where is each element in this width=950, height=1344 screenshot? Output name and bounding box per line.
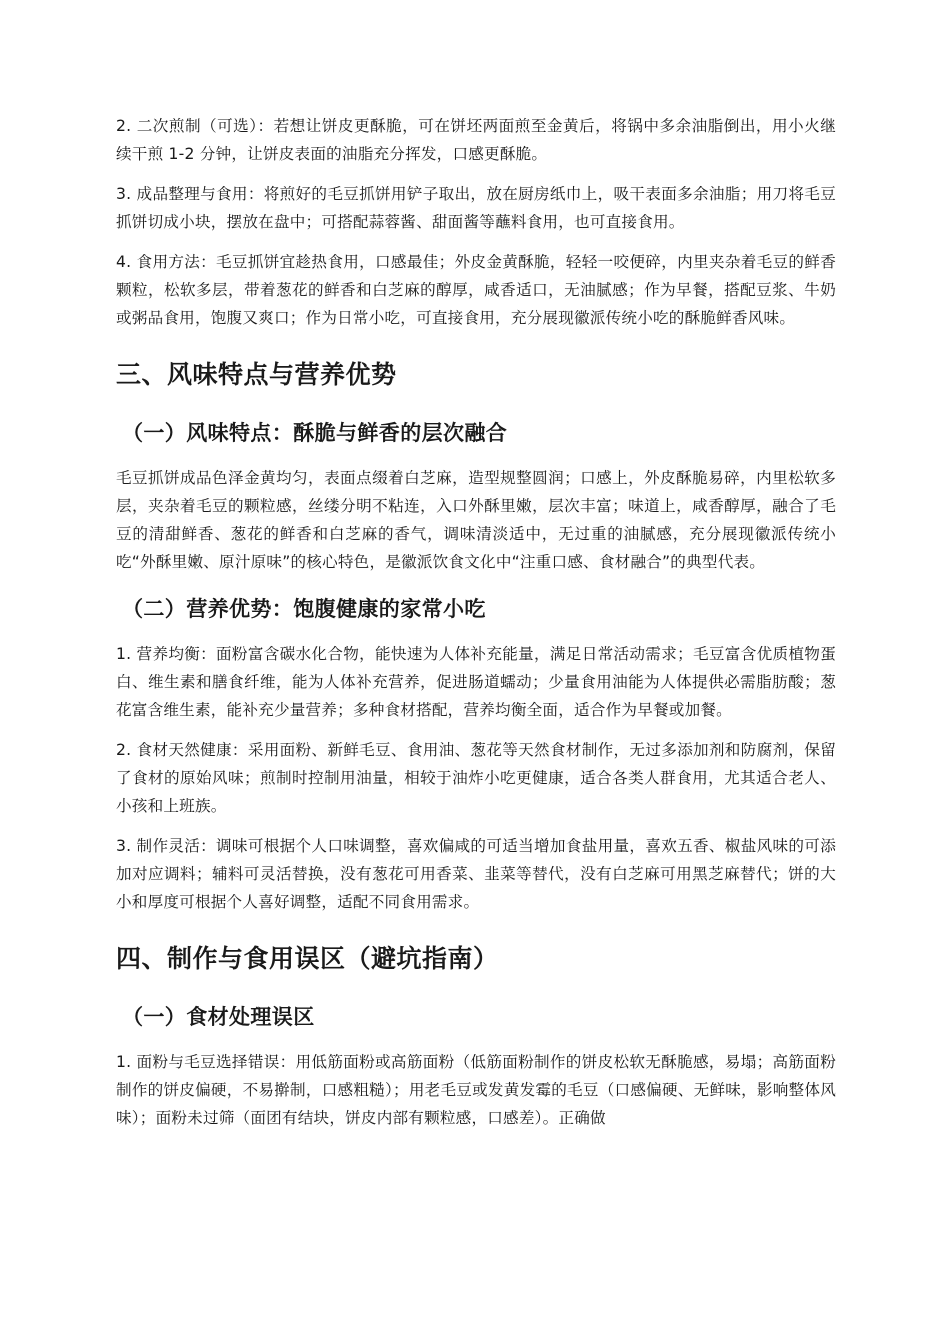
subsection-flavor-heading: （一）风味特点：酥脆与鲜香的层次融合 xyxy=(122,421,508,445)
step-4-paragraph: 4. 食用方法：毛豆抓饼宜趁热食用，口感最佳；外皮金黄酥脆，轻轻一咬便碎，内里夹杂着毛豆的鲜香颗粒，松软多层，带着葱花的鲜香和白芝麻的醇厚，咸香适口，无油腻感；作为早餐，搭配豆浆、牛奶或粥品食用，饱腹又爽口；作为日常小吃，可直接食用，充分展现徽派传统小吃的酥脆鲜香风味。 xyxy=(116,253,836,327)
step-3-paragraph: 3. 成品整理与食用：将煎好的毛豆抓饼用铲子取出，放在厨房纸巾上，吸干表面多余油脂；用刀将毛豆抓饼切成小块，摆放在盘中；可搭配蒜蓉酱、甜面酱等蘸料食用，也可直接食用。 xyxy=(116,185,836,231)
subsection-ingredient-mistakes-heading: （一）食材处理误区 xyxy=(122,1005,315,1029)
section-4-heading: 四、制作与食用误区（避坑指南） xyxy=(116,944,499,973)
ingredient-mistakes-paragraph: 1. 面粉与毛豆选择错误：用低筋面粉或高筋面粉（低筋面粉制作的饼皮松软无酥脆感，易塌；高筋面粉制作的饼皮偏硬，不易擀制，口感粗糙）；用老毛豆或发黄发霉的毛豆（口感偏硬、无鲜味，影响整体风味）；面粉未过筛（面团有结块，饼皮内部有颗粒感，口感差）。正确做 xyxy=(116,1053,836,1127)
nutrition-balance-paragraph: 1. 营养均衡：面粉富含碳水化合物，能快速为人体补充能量，满足日常活动需求；毛豆富含优质植物蛋白、维生素和膳食纤维，能为人体补充营养，促进肠道蠕动；少量食用油能为人体提供必需脂肪酸；葱花富含维生素，能补充少量营养；多种食材搭配，营养均衡全面，适合作为早餐或加餐。 xyxy=(116,645,836,719)
flexible-preparation-paragraph: 3. 制作灵活：调味可根据个人口味调整，喜欢偏咸的可适当增加食盐用量，喜欢五香、椒盐风味的可添加对应调料；辅料可灵活替换，没有葱花可用香菜、韭菜等替代，没有白芝麻可用黑芝麻替代；饼的大小和厚度可根据个人喜好调整，适配不同食用需求。 xyxy=(116,837,836,911)
document-body xyxy=(116,112,836,1144)
section-3-heading: 三、风味特点与营养优势 xyxy=(116,360,397,389)
subsection-nutrition-heading: （二）营养优势：饱腹健康的家常小吃 xyxy=(122,597,486,621)
step-2-paragraph: 2. 二次煎制（可选）：若想让饼皮更酥脆，可在饼坯两面煎至金黄后，将锅中多余油脂倒出，用小火继续干煎 1-2 分钟，让饼皮表面的油脂充分挥发，口感更酥脆。 xyxy=(116,117,836,163)
natural-ingredients-paragraph: 2. 食材天然健康：采用面粉、新鲜毛豆、食用油、葱花等天然食材制作，无过多添加剂和防腐剂，保留了食材的原始风味；煎制时控制用油量，相较于油炸小吃更健康，适合各类人群食用，尤其适合老人、小孩和上班族。 xyxy=(116,741,836,815)
flavor-paragraph: 毛豆抓饼成品色泽金黄均匀，表面点缀着白芝麻，造型规整圆润；口感上，外皮酥脆易碎，内里松软多层，夹杂着毛豆的颗粒感，丝缕分明不粘连，入口外酥里嫩，层次丰富；味道上，咸香醇厚，融合了毛豆的清甜鲜香、葱花的鲜香和白芝麻的香气，调味清淡适中，无过重的油腻感，充分展现徽派传统小吃“外酥里嫩、原汁原味”的核心特色，是徽派饮食文化中“注重口感、食材融合”的典型代表。 xyxy=(116,469,836,571)
